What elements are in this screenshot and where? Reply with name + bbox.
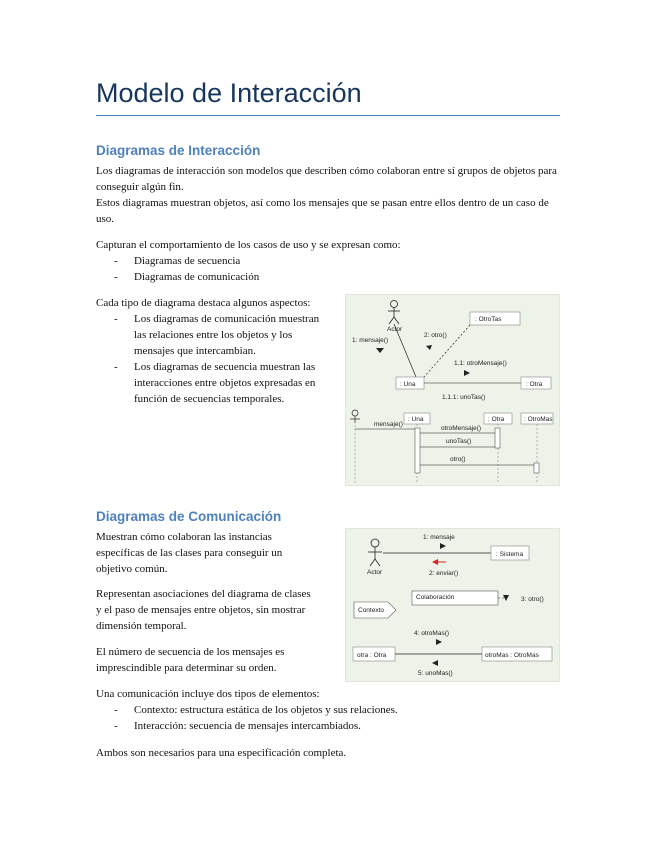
comunicacion-paragraph-3 xyxy=(96,644,318,676)
list-item: - Contexto: estructura estática de los objetos y sus relaciones. xyxy=(96,702,562,718)
stick-figure-actor xyxy=(388,301,400,325)
message-label: otro() xyxy=(450,456,466,463)
title-underline xyxy=(96,115,560,116)
activation-bar xyxy=(415,428,420,473)
object-label: : Otra xyxy=(526,381,543,388)
arrow-head xyxy=(440,543,446,549)
arrow-head xyxy=(432,559,438,565)
paragraph: Los diagramas de interacción son modelos que describen cómo colaboran entre sí grupos de objetos para conseguir algún fin. xyxy=(96,165,557,193)
arrow-head xyxy=(436,639,442,645)
capture-block xyxy=(96,237,562,285)
elements-block xyxy=(96,686,562,734)
list-item: - Diagramas de comunicación xyxy=(96,269,562,285)
section-heading-interaccion: Diagramas de Interacción xyxy=(96,143,261,158)
arrow-head xyxy=(464,370,470,376)
message-label: mensaje() xyxy=(374,421,403,428)
comunicacion-paragraph-2 xyxy=(96,586,318,634)
message-label: 2: enviar() xyxy=(429,570,459,577)
list-item: - Interacción: secuencia de mensajes intercambiados. xyxy=(96,718,562,734)
message-label: 5: unoMas() xyxy=(418,670,453,677)
emphasis-block xyxy=(96,295,328,407)
object-label: otra : Otra xyxy=(357,652,387,659)
arrow-head xyxy=(376,348,384,353)
message-label: unoTas() xyxy=(446,438,472,445)
elements-list xyxy=(96,702,562,734)
context-label: Contexto xyxy=(358,607,385,614)
paragraph: El número de secuencia de los mensajes es imprescindible para determinar su orden. xyxy=(96,646,285,674)
actor-label: Actor xyxy=(387,326,403,333)
message-label: otroMensaje() xyxy=(441,425,482,432)
emphasis-list xyxy=(96,311,328,407)
list-item: - Diagramas de secuencia xyxy=(96,253,562,269)
comunicacion-paragraph-1 xyxy=(96,529,318,577)
capture-list xyxy=(96,253,562,285)
lifeline-label: : Otra xyxy=(488,416,505,423)
list-item: - Los diagramas de comunicación muestran las relaciones entre los objetos y los mensajes que intercambian. xyxy=(96,311,328,359)
object-label: : Sistema xyxy=(496,551,524,558)
object-label: : Una xyxy=(400,381,416,388)
paragraph: Capturan el comportamiento de los casos de uso y se expresan como: xyxy=(96,239,401,251)
activation-bar xyxy=(534,463,539,473)
paragraph: Ambos son necesarios para una especificación completa. xyxy=(96,747,347,759)
paragraph: Cada tipo de diagrama destaca algunos aspectos: xyxy=(96,297,311,309)
message-label: 1.1: otroMensaje() xyxy=(454,360,507,367)
paragraph: Estos diagramas muestran objetos, así como los mensajes que se pasan entre ellos dentro de un caso de uso. xyxy=(96,197,549,225)
message-label: 4: otroMas() xyxy=(414,630,450,637)
lifeline-label: : OtroMas xyxy=(524,416,553,423)
message-label: 3: otro() xyxy=(521,596,544,603)
message-label: 1.1.1: unoTas() xyxy=(442,394,486,401)
section-heading-comunicacion: Diagramas de Comunicación xyxy=(96,509,282,524)
stick-figure-actor xyxy=(368,539,382,566)
paragraph: Representan asociaciones del diagrama de clases y el paso de mensajes entre objetos, sin mostrar dimensión temporal. xyxy=(96,588,311,632)
arrow-head xyxy=(432,660,438,666)
activation-bar xyxy=(495,428,500,448)
object-label: otroMas : OtroMas xyxy=(485,652,539,659)
message-label: 2: otro() xyxy=(424,332,447,339)
arrow-head xyxy=(426,345,432,350)
paragraph: Muestran cómo colaboran las instancias específicas de las clases para conseguir un objetivo común. xyxy=(96,531,283,575)
lifeline-label: : Una xyxy=(408,416,424,423)
message-label: 1: mensaje() xyxy=(352,337,389,344)
list-item: - Los diagramas de secuencia muestran las interacciones entre objetos expresadas en función de secuencias temporales. xyxy=(96,359,328,407)
paragraph: Una comunicación incluye dos tipos de elementos: xyxy=(96,688,320,700)
stick-figure-actor xyxy=(350,410,360,423)
object-label: : OtroTas xyxy=(475,316,502,323)
communication-diagram-figure xyxy=(345,528,560,682)
link-line xyxy=(394,324,416,377)
collaboration-label: Colaboración xyxy=(416,594,455,601)
actor-label: Actor xyxy=(367,569,383,576)
page-title: Modelo de Interacción xyxy=(96,78,362,108)
interaction-diagrams-figure xyxy=(345,294,560,486)
message-label: 1: mensaje xyxy=(423,534,455,541)
closing-paragraph xyxy=(96,745,562,761)
section-interaccion-intro xyxy=(96,163,562,227)
